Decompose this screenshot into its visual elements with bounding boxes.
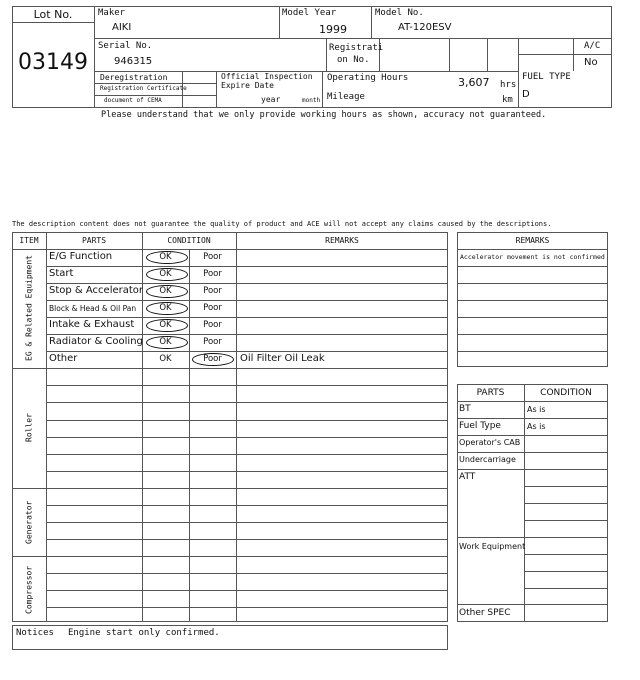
- condition-poor[interactable]: Poor: [203, 354, 222, 364]
- condition-ok[interactable]: OK: [159, 337, 172, 347]
- header-condition: CONDITION: [167, 236, 211, 245]
- parts-row-condition: As is: [527, 422, 546, 431]
- ac-value: No: [584, 57, 598, 68]
- model-year-label: Model Year: [282, 8, 337, 18]
- maker-label: Maker: [98, 8, 126, 18]
- row-part-label: Radiator & Cooling: [49, 336, 143, 347]
- ac-label: A/C: [584, 41, 601, 51]
- serial-label: Serial No.: [98, 41, 153, 51]
- inspection-label-1: Official Inspection: [221, 72, 313, 81]
- row-remark: Oil Filter Oil Leak: [240, 353, 325, 364]
- inspection-label-2: Expire Date: [221, 81, 274, 90]
- notices-text: Engine start only confirmed.: [68, 628, 220, 638]
- parts-row-label: Other SPEC: [459, 608, 511, 618]
- condition-ok[interactable]: OK: [159, 354, 172, 364]
- registration-cert-label: Registration Certificate: [100, 85, 187, 92]
- parts-row-label: ATT: [459, 472, 476, 482]
- cema-label: document of CEMA: [104, 97, 162, 104]
- row-part-label: Start: [49, 268, 74, 279]
- row-part-label: Block & Head & Oil Pan: [49, 304, 137, 313]
- parts-row-label: Operator's CAB: [459, 438, 521, 447]
- condition-selected-circle: [146, 285, 188, 298]
- serial-value: 946315: [114, 56, 153, 67]
- condition-ok[interactable]: OK: [159, 252, 172, 262]
- parts-header: PARTS: [476, 388, 505, 398]
- parts-row-label: Work Equipment: [459, 542, 526, 551]
- notices-label: Notices: [16, 628, 54, 638]
- fuel-type-value: D: [522, 89, 530, 100]
- group-label: Roller: [24, 413, 34, 442]
- model-year-value: 1999: [319, 23, 347, 36]
- condition-poor[interactable]: Poor: [203, 320, 222, 330]
- deregistration-label: Deregistration: [100, 73, 168, 82]
- condition-poor[interactable]: Poor: [203, 337, 222, 347]
- registration-label-1: Registrati: [329, 43, 384, 53]
- hrs-unit: hrs: [500, 80, 517, 90]
- condition-ok[interactable]: OK: [159, 320, 172, 330]
- disclaimer: The description content does not guarantee the quality of product and ACE will not accept any claims caused by the descriptions.: [12, 220, 552, 228]
- remark-item: Accelerator movement is not confirmed: [460, 253, 605, 261]
- condition-selected-circle: [192, 353, 234, 366]
- group-label: Compressor: [24, 565, 34, 615]
- model-no-label: Model No.: [375, 8, 424, 18]
- condition-ok[interactable]: OK: [159, 269, 172, 279]
- group-label: EG & Related Equipment: [24, 255, 34, 362]
- condition-selected-circle: [146, 319, 188, 332]
- row-part-label: Intake & Exhaust: [49, 319, 135, 330]
- condition-selected-circle: [146, 251, 188, 264]
- operating-hours-label: Operating Hours: [327, 73, 409, 83]
- month-label: month: [302, 97, 321, 104]
- condition-selected-circle: [146, 302, 188, 315]
- mileage-label: Mileage: [327, 92, 365, 102]
- row-part-label: Stop & Accelerator: [49, 285, 144, 296]
- header-item: ITEM: [19, 236, 39, 245]
- condition-selected-circle: [146, 336, 188, 349]
- parts-row-label: BT: [459, 404, 471, 414]
- condition-ok[interactable]: OK: [159, 303, 172, 313]
- row-part-label: Other: [49, 353, 78, 364]
- condition-header: CONDITION: [540, 388, 592, 398]
- parts-row-label: Undercarriage: [459, 455, 516, 464]
- group-label: Generator: [24, 500, 34, 544]
- condition-poor[interactable]: Poor: [203, 286, 222, 296]
- remarks-header: REMARKS: [515, 236, 550, 245]
- km-unit: km: [502, 95, 513, 105]
- parts-row-label: Fuel Type: [459, 421, 501, 431]
- condition-poor[interactable]: Poor: [203, 269, 222, 279]
- year-label: year: [261, 95, 281, 104]
- registration-label-2: on No.: [337, 55, 370, 65]
- lot-label: Lot No.: [33, 8, 73, 21]
- condition-selected-circle: [146, 268, 188, 281]
- fuel-type-label: FUEL TYPE: [522, 72, 571, 82]
- hours-note: Please understand that we only provide working hours as shown, accuracy not guaranteed.: [101, 110, 547, 120]
- condition-poor[interactable]: Poor: [203, 303, 222, 313]
- model-no-value: AT-120ESV: [398, 22, 452, 33]
- row-part-label: E/G Function: [49, 251, 113, 262]
- operating-hours-value: 3,607: [458, 76, 490, 89]
- maker-value: AIKI: [112, 22, 132, 33]
- condition-poor[interactable]: Poor: [203, 252, 222, 262]
- header-parts: PARTS: [81, 236, 107, 245]
- parts-row-condition: As is: [527, 405, 546, 414]
- header-remarks: REMARKS: [325, 236, 359, 245]
- lot-number: 03149: [18, 50, 88, 75]
- condition-ok[interactable]: OK: [159, 286, 172, 296]
